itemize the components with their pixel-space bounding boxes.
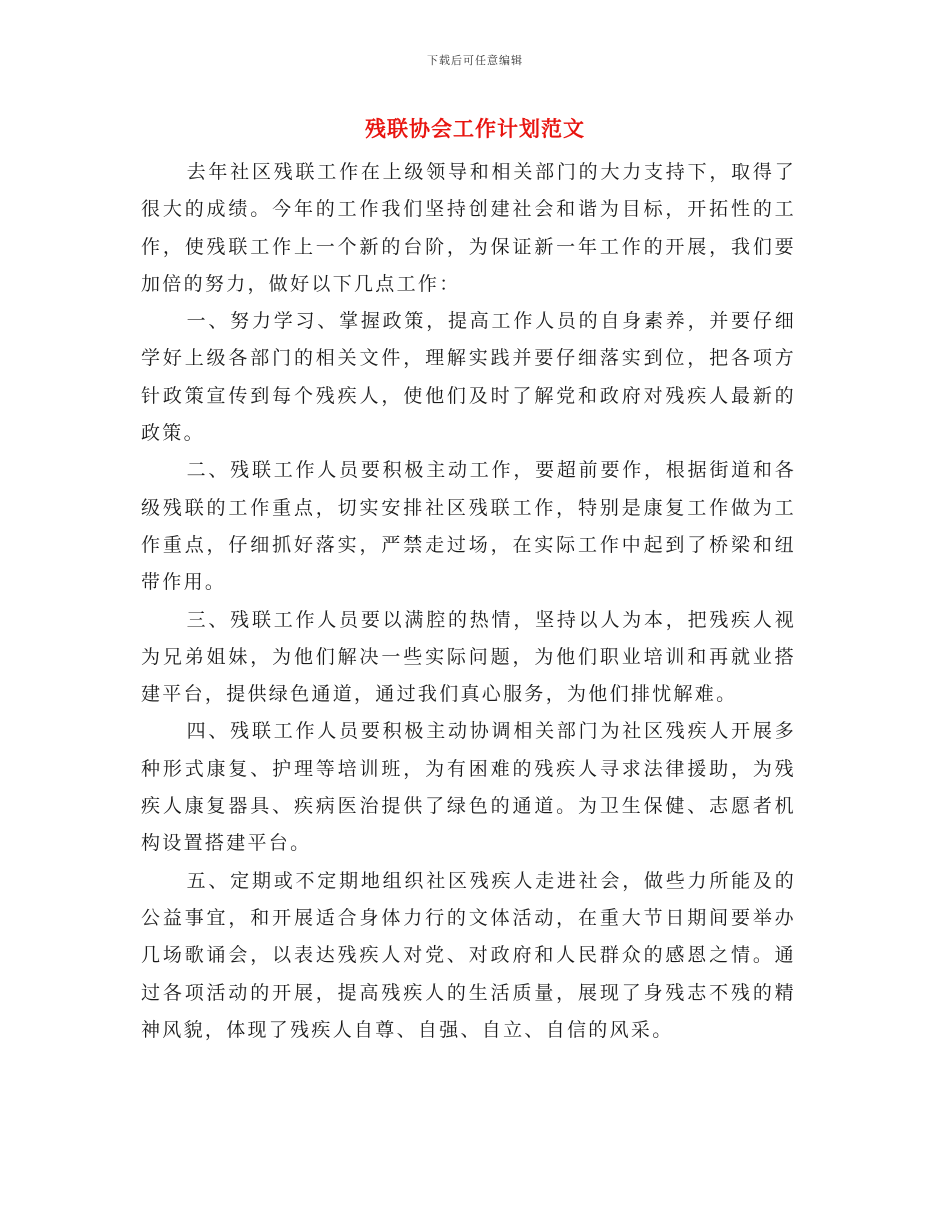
document-title: 残联协会工作计划范文 bbox=[365, 117, 585, 141]
document-body bbox=[141, 154, 796, 1049]
section-one-paragraph: 一、努力学习、掌握政策，提高工作人员的自身素养，并要仔细学好上级各部门的相关文件，理解实践并要仔细落实到位，把各项方针政策宣传到每个残疾人，使他们及时了解党和政府对残疾人最新的政策。 bbox=[141, 310, 796, 445]
section-four-paragraph: 四、残联工作人员要积极主动协调相关部门为社区残疾人开展多种形式康复、护理等培训班，为有困难的残疾人寻求法律援助，为残疾人康复器具、疾病医治提供了绿色的通道。为卫生保健、志愿者机构设置搭建平台。 bbox=[141, 720, 796, 855]
section-two-paragraph: 二、残联工作人员要积极主动工作，要超前要作，根据街道和各级残联的工作重点，切实安排社区残联工作，特别是康复工作做为工作重点，仔细抓好落实，严禁走过场，在实际工作中起到了桥梁和纽带作用。 bbox=[141, 459, 796, 594]
section-five-paragraph: 五、定期或不定期地组织社区残疾人走进社会，做些力所能及的公益事宜，和开展适合身体力行的文体活动，在重大节日期间要举办几场歌诵会，以表达残疾人对党、对政府和人民群众的感恩之情。通过各项活动的开展，提高残疾人的生活质量，展现了身残志不残的精神风貌，体现了残疾人自尊、自强、自立、自信的风采。 bbox=[141, 869, 796, 1041]
section-three-paragraph: 三、残联工作人员要以满腔的热情，坚持以人为本，把残疾人视为兄弟姐妹，为他们解决一些实际问题，为他们职业培训和再就业搭建平台，提供绿色通道，通过我们真心服务，为他们排忧解难。 bbox=[141, 608, 796, 706]
intro-paragraph: 去年社区残联工作在上级领导和相关部门的大力支持下，取得了很大的成绩。今年的工作我们坚持创建社会和谐为目标，开拓性的工作，使残联工作上一个新的台阶，为保证新一年工作的开展，我们要加倍的努力，做好以下几点工作： bbox=[141, 161, 796, 295]
header-note: 下载后可任意编辑 bbox=[427, 54, 523, 67]
